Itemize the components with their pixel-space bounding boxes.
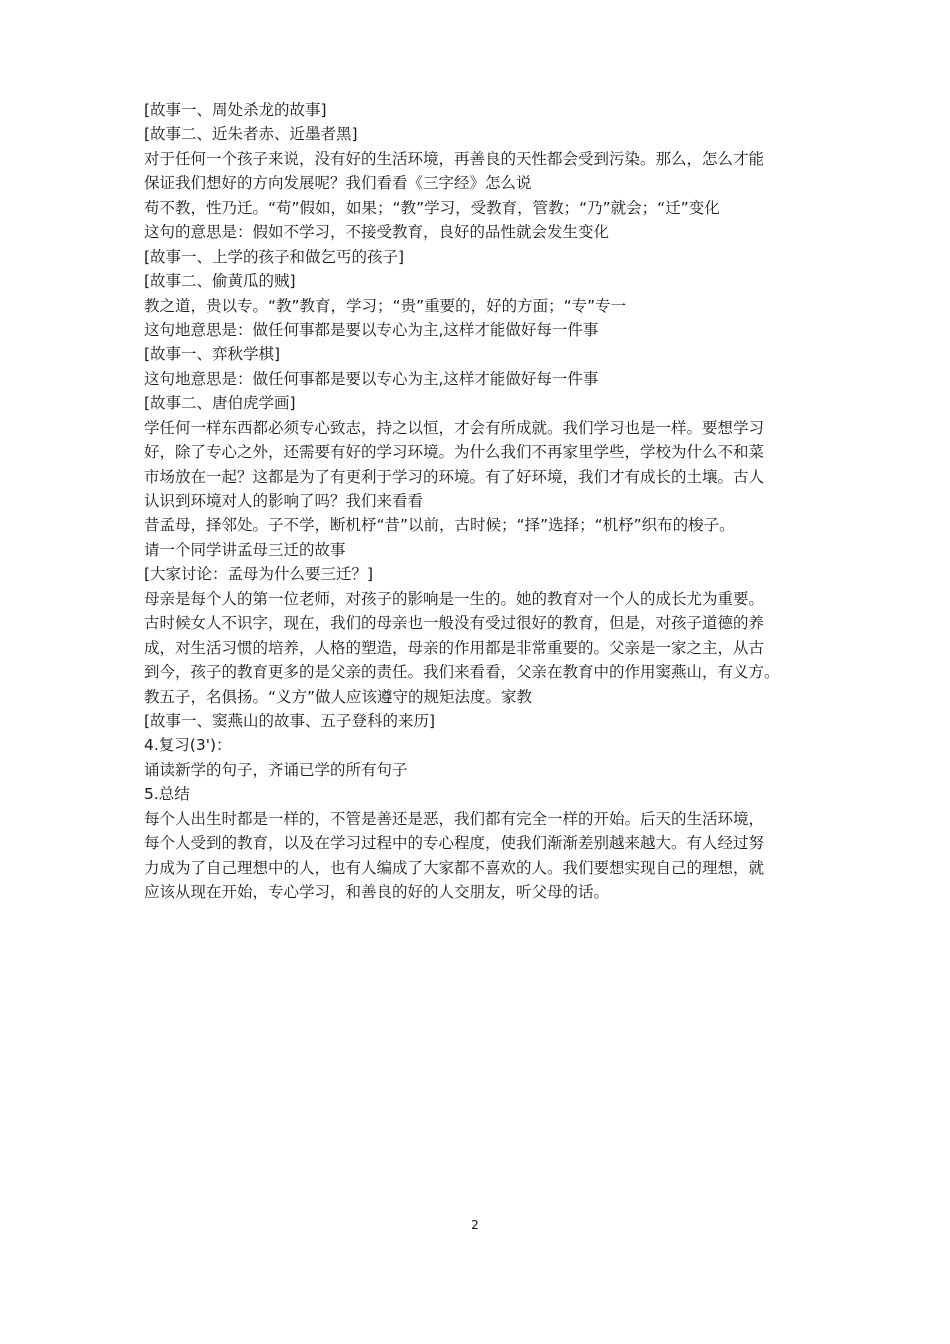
text-line: 每个人受到的教育，以及在学习过程中的专心程度，使我们渐渐差别越来越大。有人经过努 [144, 834, 765, 853]
text-line: 对于任何一个孩子来说，没有好的生活环境，再善良的天性都会受到污染。那么，怎么才能 [144, 149, 765, 168]
text-line: 昔孟母，择邻处。子不学，断机杼“昔”以前，古时候；“择”选择；“机杼”织布的梭子。 [144, 516, 735, 535]
text-line: [故事二、近朱者赤、近墨者黑] [144, 125, 358, 144]
text-line: [故事二、唐伯虎学画] [144, 394, 296, 413]
text-line: 诵读新学的句子，齐诵已学的所有句子 [144, 760, 408, 779]
section-heading: 5.总结 [144, 785, 190, 804]
text-line: [故事一、窦燕山的故事、五子登科的来历] [144, 711, 436, 730]
text-line: 这句地意思是：做任何事都是要以专心为主,这样才能做好每一件事 [144, 369, 599, 388]
text-line: [故事一、弈秋学棋] [144, 345, 281, 364]
text-line: [故事一、上学的孩子和做乞丐的孩子] [144, 247, 405, 266]
text-line: 保证我们想好的方向发展呢？我们看看《三字经》怎么说 [144, 174, 532, 193]
page-number: 2 [471, 1218, 479, 1232]
text-line: 成，对生活习惯的培养，人格的塑造，母亲的作用都是非常重要的。父亲是一家之主，从古 [144, 638, 765, 657]
section-heading: 4.复习(3')： [144, 736, 232, 755]
text-line: 每个人出生时都是一样的，不管是善还是恶，我们都有完全一样的开始。后天的生活环境， [144, 809, 765, 828]
text-line: 好，除了专心之外，还需要有好的学习环境。为什么我们不再家里学些，学校为什么不和菜 [144, 443, 765, 462]
text-line: 母亲是每个人的第一位老师，对孩子的影响是一生的。她的教育对一个人的成长尤为重要。 [144, 589, 765, 608]
text-line: [故事二、偷黄瓜的贼] [144, 272, 296, 291]
text-line: 这句的意思是：假如不学习，不接受教育，良好的品性就会发生变化 [144, 223, 610, 242]
document-body [144, 98, 814, 904]
text-line: 教之道，贵以专。“教”教育，学习；“贵”重要的，好的方面；“专”专一 [144, 296, 627, 315]
text-line: 古时候女人不识字，现在，我们的母亲也一般没有受过很好的教育，但是，对孩子道德的养 [144, 614, 765, 633]
text-line: [故事一、周处杀龙的故事] [144, 101, 327, 119]
text-line: 教五子，名俱扬。“义方”做人应该遵守的规矩法度。家教 [144, 687, 533, 706]
text-line: 到今，孩子的教育更多的是父亲的责任。我们来看看，父亲在教育中的作用窦燕山，有义方。 [144, 663, 780, 682]
text-line: 苟不教，性乃迁。“苟”假如，如果；“教”学习，受教育，管教；“乃”就会；“迁”变化 [144, 198, 720, 217]
text-line: 认识到环境对人的影响了吗？我们来看看 [144, 492, 424, 510]
text-line: [大家讨论：孟母为什么要三迁？] [144, 565, 374, 584]
text-line: 应该从现在开始，专心学习，和善良的好的人交朋友，听父母的话。 [144, 883, 610, 901]
text-line: 市场放在一起？这都是为了有更利于学习的环境。有了好环境，我们才有成长的土壤。古人 [144, 467, 765, 486]
text-line: 请一个同学讲孟母三迁的故事 [144, 540, 346, 559]
text-line: 学任何一样东西都必须专心致志，持之以恒，才会有所成就。我们学习也是一样。要想学习 [144, 418, 765, 437]
text-line: 力成为了自己理想中的人，也有人编成了大家都不喜欢的人。我们要想实现自己的理想，就 [144, 858, 765, 877]
text-line: 这句地意思是：做任何事都是要以专心为主,这样才能做好每一件事 [144, 320, 599, 339]
